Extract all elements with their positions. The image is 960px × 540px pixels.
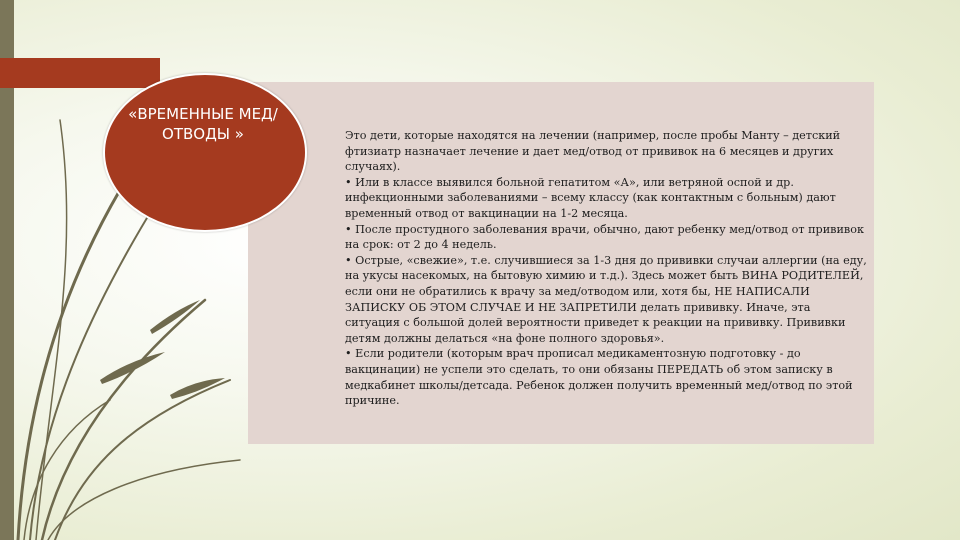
title-ellipse	[103, 73, 307, 232]
paragraph-bullet-cold: • После простудного заболевания врачи, обычно, дают ребенку мед/отвод от прививок на срок: от 2 до 4 недель.	[345, 222, 864, 252]
title-accent-strip	[0, 58, 160, 88]
paragraph-intro: Это дети, которые находятся на лечении (например, после пробы Манту – детский фтизиатр назначает лечение и дает мед/отвод от прививок на 6 месяцев и других случаях).	[345, 129, 841, 174]
slide-body-text	[345, 128, 867, 409]
paragraph-bullet-hepatitis: • Или в классе выявился больной гепатитом «А», или ветряной оспой и др. инфекционными заболеваниями – всему классу (как контактным с больным) дают временный отвод от вакцинации на 1-2 месяца.	[345, 175, 836, 220]
paragraph-bullet-allergy: • Острые, «свежие», т.е. случившиеся за 1-3 дня до прививки случаи аллергии (на еду, на укусы насекомых, на бытовую химию и т.д.). Здесь может быть ВИНА РОДИТЕЛЕЙ, если они не обратились к врачу за мед/отводом или, хотя бы, НЕ НАПИСАЛИ ЗАПИСКУ ОБ ЭТОМ СЛУЧАЕ И НЕ ЗАПРЕТИЛИ делать прививку. Иначе, эта ситуация с большой долей вероятности приведет к реакции на прививку. Прививки детям должны делаться «на фоне полного здоровья».	[345, 253, 867, 345]
slide-title: «ВРЕМЕННЫЕ МЕД/ОТВОДЫ »	[128, 105, 278, 143]
paragraph-bullet-parents: • Если родители (которым врач прописал медикаментозную подготовку - до вакцинации) не успели это сделать, то они обязаны ПЕРЕДАТЬ об этом записку в медкабинет школы/детсада. Ребенок должен получить временный мед/отвод по этой причине.	[345, 347, 853, 408]
